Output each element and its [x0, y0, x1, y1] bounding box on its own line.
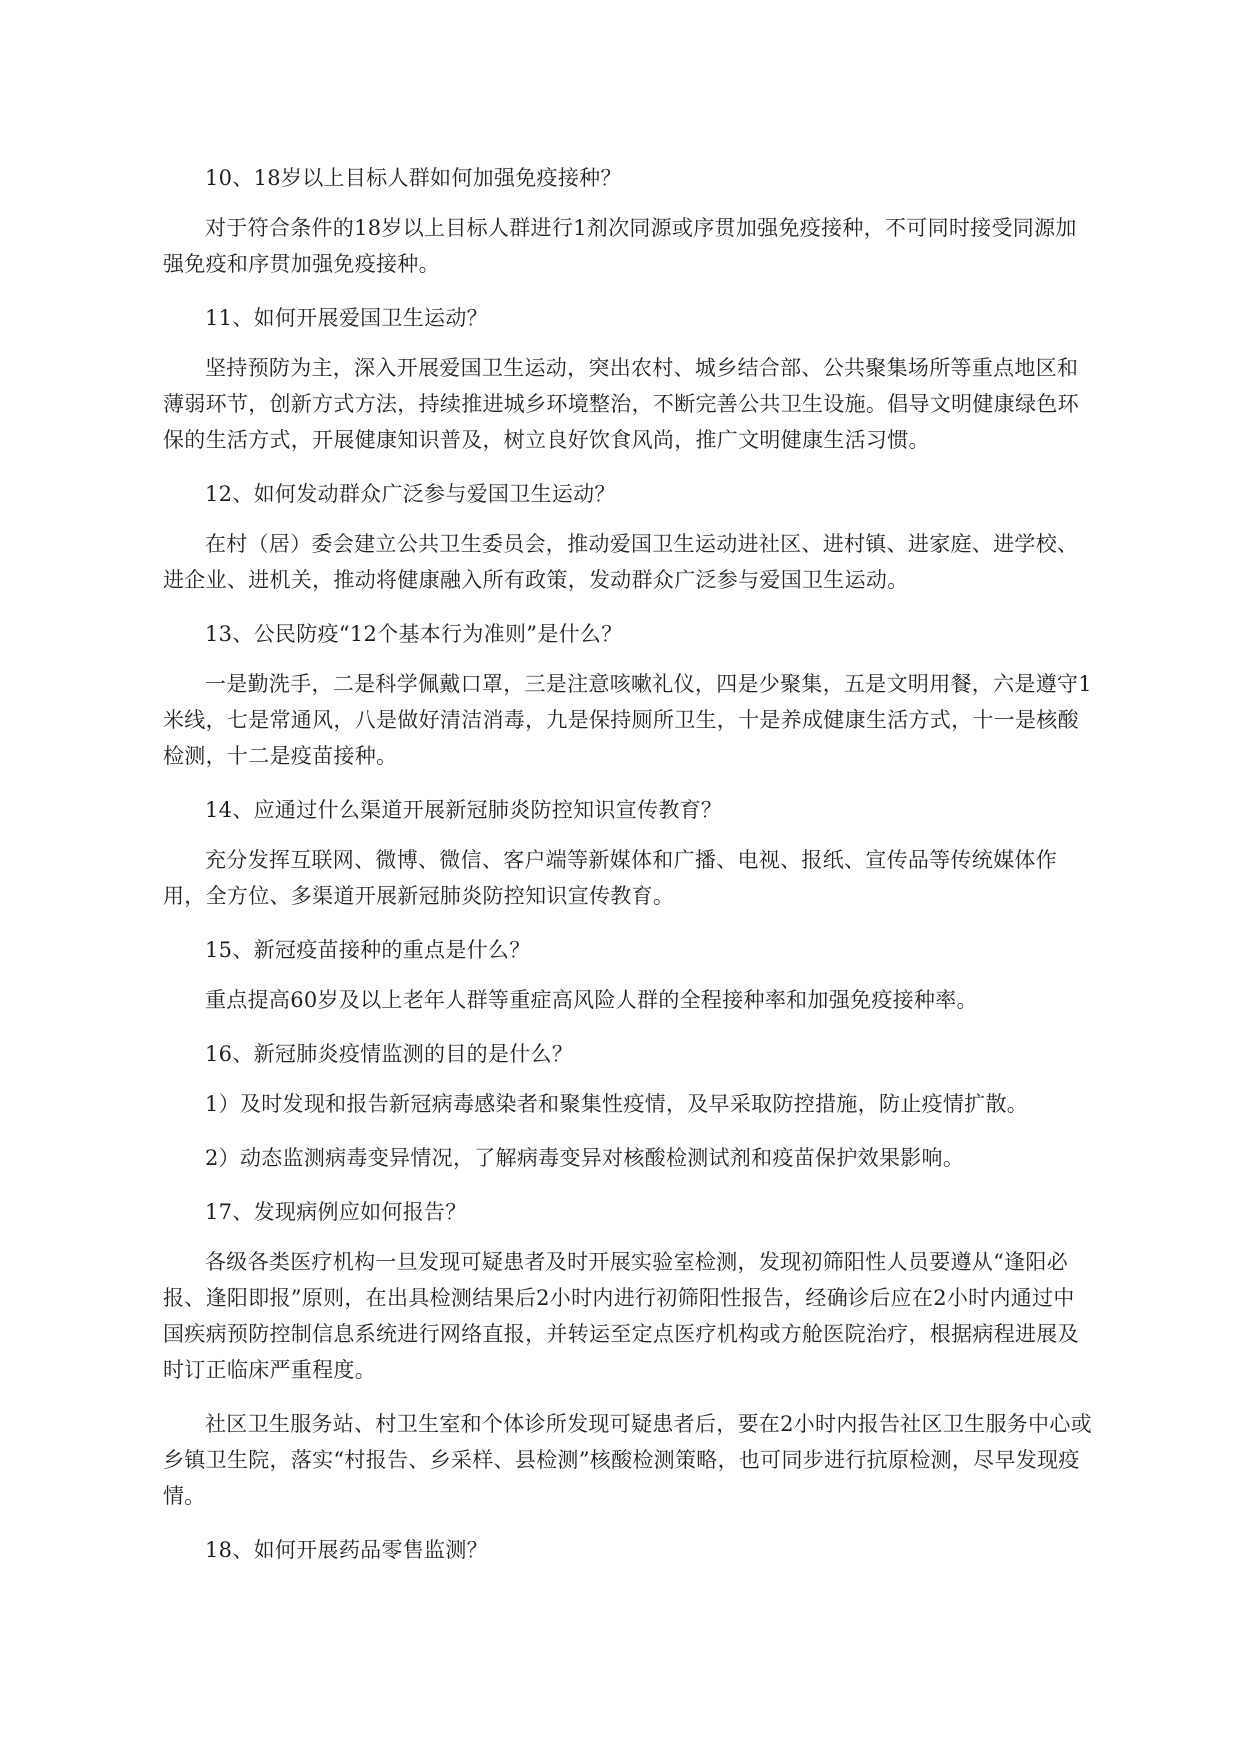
- document-body: [163, 160, 1093, 1582]
- answer-paragraph: 社区卫生服务站、村卫生室和个体诊所发现可疑患者后，要在2小时内报告社区卫生服务中心或乡镇卫生院，落实“村报告、乡采样、县检测”核酸检测策略，也可同步进行抗原检测，尽早发现疫情。: [163, 1412, 1092, 1508]
- answer-paragraph: 一是勤洗手，二是科学佩戴口罩，三是注意咳嗽礼仪，四是少聚集，五是文明用餐，六是遵守1米线，七是常通风，八是做好清洁消毒，九是保持厕所卫生，十是养成健康生活方式，十一是核酸检测，十二是疫苗接种。: [163, 672, 1092, 768]
- answer-paragraph: 各级各类医疗机构一旦发现可疑患者及时开展实验室检测，发现初筛阳性人员要遵从“逢阳必报、逢阳即报”原则，在出具检测结果后2小时内进行初筛阳性报告，经确诊后应在2小时内通过中国疾病预防控制信息系统进行网络直报，并转运至定点医疗机构或方舱医院治疗，根据病程进展及时订正临床严重程度。: [163, 1250, 1079, 1382]
- question-heading: 11、如何开展爱国卫生运动？: [205, 306, 488, 330]
- answer-paragraph: 充分发挥互联网、微博、微信、客户端等新媒体和广播、电视、报纸、宣传品等传统媒体作用，全方位、多渠道开展新冠肺炎防控知识宣传教育。: [163, 848, 1057, 908]
- question-heading: 13、公民防疫“12个基本行为准则”是什么？: [205, 622, 623, 646]
- question-heading: 18、如何开展药品零售监测？: [205, 1538, 488, 1562]
- question-heading: 10、18岁以上目标人群如何加强免疫接种？: [205, 166, 622, 190]
- question-heading: 15、新冠疫苗接种的重点是什么？: [205, 938, 531, 962]
- question-heading: 17、发现病例应如何报告？: [205, 1200, 467, 1224]
- answer-paragraph: 坚持预防为主，深入开展爱国卫生运动，突出农村、城乡结合部、公共聚集场所等重点地区和薄弱环节，创新方式方法，持续推进城乡环境整治，不断完善公共卫生设施。倡导文明健康绿色环保的生活方式，开展健康知识普及，树立良好饮食风尚，推广文明健康生活习惯。: [163, 356, 1079, 452]
- answer-paragraph: 在村（居）委会建立公共卫生委员会，推动爱国卫生运动进社区、进村镇、进家庭、进学校、进企业、进机关，推动将健康融入所有政策，发动群众广泛参与爱国卫生运动。: [163, 532, 1079, 592]
- answer-paragraph: 对于符合条件的18岁以上目标人群进行1剂次同源或序贯加强免疫接种，不可同时接受同源加强免疫和序贯加强免疫接种。: [163, 216, 1077, 276]
- question-heading: 12、如何发动群众广泛参与爱国卫生运动？: [205, 482, 616, 506]
- answer-paragraph: 2）动态监测病毒变异情况，了解病毒变异对核酸检测试剂和疫苗保护效果影响。: [205, 1146, 965, 1170]
- question-heading: 16、新冠肺炎疫情监测的目的是什么？: [205, 1042, 574, 1066]
- answer-paragraph: 1）及时发现和报告新冠病毒感染者和聚集性疫情，及早采取防控措施，防止疫情扩散。: [205, 1092, 1029, 1116]
- answer-paragraph: 重点提高60岁及以上老年人群等重症高风险人群的全程接种率和加强免疫接种率。: [205, 988, 978, 1012]
- question-heading: 14、应通过什么渠道开展新冠肺炎防控知识宣传教育？: [205, 798, 723, 822]
